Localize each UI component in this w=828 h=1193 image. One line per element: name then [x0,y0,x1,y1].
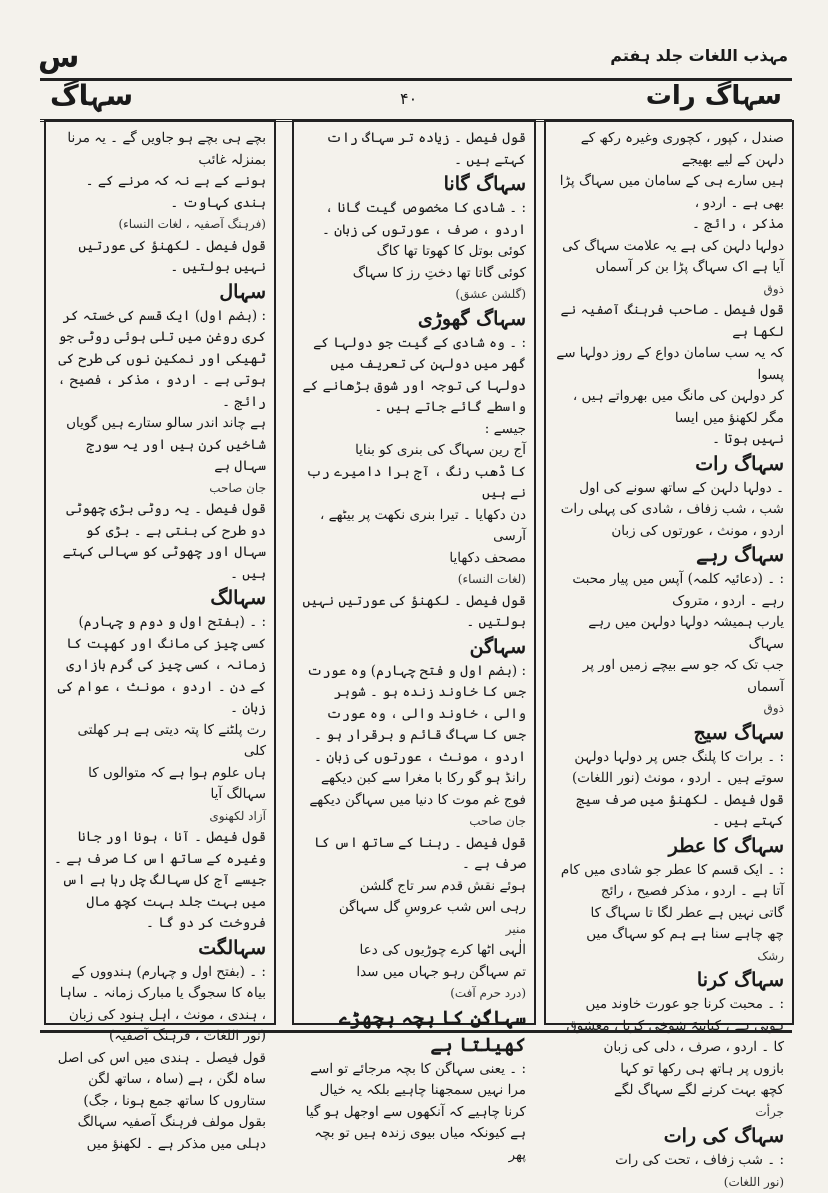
text-line: فوج غم موت کا دنیا میں سہاگن دیکھے [302,790,526,812]
text-line: ۔ دولہا دلہن کے ساتھ سونے کی اول شب ، شب زفاف ، شادی کی پہلی رات [554,478,784,521]
text-line: اردو ، مونث ، عورتوں کی زبان [554,521,784,543]
headword: سہاگ کا عطر [554,833,784,860]
text-line: جب تک کہ جو سے بیچے زمیں اور پر آسماں [554,655,784,698]
text-line: : ۔ شادی کا مخصوص گیت گانا ، اردو ، صرف ، عورتوں کی زبان ۔ [302,198,526,241]
text-line: جیسے : [302,419,526,441]
source-citation: جان صاحب [54,478,266,500]
text-line: : ۔ (بفتح اول و دوم و چہارم) کسی چیز کی مانگ اور کھپت کا زمانہ ، کسی چیز کی گرم بازاری کے دن ۔ اردو ، مونث ، عوام کی زبان ۔ [54,612,266,720]
text-line: چھ چاہے سنا ہے ہم کو سہاگ میں [554,924,784,946]
source-citation: ذوق [554,279,784,301]
text-line: ہے چاند اندر سالو ستارے ہیں گویاں [54,413,266,435]
text-line: : ۔ برات کا پلنگ جس پر دولہا دولہن سوتے ہیں ۔ اردو ، مونث (نور اللغات) [554,747,784,790]
headword: سہاگ رات [554,451,784,478]
first-headword: سہاگ [50,79,133,112]
text-line: کر دولہن کی مانگ میں بھرواتے ہیں ، مگر لکھنؤ میں ایسا [554,386,784,429]
text-line: رت پلٹنے کا پتہ دیتی ہے ہر کھلتی کلی [54,720,266,763]
text-line: دولہا دلہن کی ہے یہ علامت سہاگ کی [554,236,784,258]
text-line: : ۔ (بفتح اول و چہارم) ہندووں کے بیاہ کا سجوگ یا مبارک زمانہ ۔ ساہا ، ہندی ، مونث ، اہل ہنود کی زبان (نور اللغات ، فرہنگ آصفیہ) [54,962,266,1048]
source-citation: جرأت [554,1102,784,1124]
headword: سہاگ گانا [302,171,526,198]
headword: سہاگ رہے [554,542,784,569]
volume-caption: مہذب اللغات جلد ہفتم [610,46,788,65]
source-citation: جان صاحب [302,811,526,833]
headword: سہالگت [54,935,266,962]
text-line: قول فیصل ۔ ہندی میں اس کی اصل ساہ لگن ، ہے (ساہ ، ساتھ لگن ستاروں کا ساتھ جمع ہونا ، جگ) بقول مولف فرہنگ آصفیہ سہالگ دہلی میں مذکر ہے ۔ لکھنؤ میں [54,1048,266,1156]
text-line: : (بضم اول) ایک قسم کی خستہ کر کری روغن میں تلی ہوئی روٹی جو ٹھیکی اور نمکین نوں کی طرح کی ہوتی ہے ۔ اردو ، مذکر ، فصیح ، رائج ۔ [54,306,266,414]
headword: سہاگ گھوڑی [302,306,526,333]
text-line: ہیں سارے ہی کے سامان میں سہاگ پڑا بھی ہے ۔ اردو ، [554,171,784,214]
last-headword: سہاگ رات [646,81,782,111]
text-line: بازوں پر ہاتھ ہی رکھا تو کہا [554,1059,784,1081]
text-line: گاتی نہیں ہے عطر لگا تا سہاگ کا [554,903,784,925]
text-line: : ۔ شب زفاف ، تحت کی رات [554,1150,784,1172]
text-line: قول فیصل ۔ صاحب فرہنگ آصفیہ نے لکھا ہے [554,300,784,343]
text-line: : ۔ محبت کرنا جو عورت خاوند میں ہوتی ہے ، کنایتہً شوخی کرنا ، معشوق کا ۔ اردو ، صرف ، دلی کی زبان [554,994,784,1059]
text-line: : ۔ یعنی سہاگن کا بچہ مرجائے تو اسے مرا نہیں سمجھنا چاہیے بلکہ یہ خیال کرنا چاہیے کہ آنکھوں سے اوجھل ہو گیا ہے کیونکہ میاں بیوی زندہ ہیں تو بچہ پھر [302,1059,526,1167]
text-line: : (بضم اول و فتح چہارم) وہ عورت جس کا خاوند زندہ ہو ۔ شوہر والی ، خاوند والی ، وہ عورت جس کا سہاگ قائم و برقرار ہو ۔ اردو ، مونث ، عورتوں کی زبان ۔ [302,661,526,769]
text-line: : ۔ (دعائیہ کلمہ) آپس میں پیار محبت رہے ۔ اردو ، متروک [554,569,784,612]
text-line: ہوئے نقش قدم سر تاج گلشن [302,876,526,898]
text-line: : ۔ ایک قسم کا عطر جو شادی میں کام آتا ہے ۔ اردو ، مذکر فصیح ، رائج [554,860,784,903]
text-line: کوئی گاتا تھا دختِ رز کا سہاگ [302,263,526,285]
text-line: کوئی بوتل کا کھوتا تھا کاگ [302,241,526,263]
text-line: دن دکھایا ۔ تیرا بنری نکھت پر بیٹھے ، آرسی [302,505,526,548]
running-header [40,78,792,122]
headword: سہال [54,279,266,306]
column-middle [292,120,536,1025]
headword: سہالگ [54,585,266,612]
text-line: مصحف دکھایا [302,548,526,570]
text-line: کچھ بہت کرنے لگے سہاگ لگے [554,1080,784,1102]
text-line: کا ڈھب رنگ ، آج برا دامیرے رب نے ہیں [302,462,526,505]
text-line: کہ یہ سب سامان دواع کے روز دولہا سے پسوا [554,343,784,386]
page-number: ۴۰ [400,89,417,108]
text-line: رانڈ ہو گو رکا با مغرا سے کبن دیکھے [302,768,526,790]
text-line: قول فیصل ۔ رہنا کے ساتھ اس کا صرف ہے ۔ [302,833,526,876]
text-line: ہاں علوم ہوا ہے کہ متوالوں کا سہالگ آیا [54,763,266,806]
text-line: شاخیں کرن ہیں اور یہ سورج سہال ہے [54,435,266,478]
text-line: قول فیصل ۔ لکھنؤ کی عورتیں نہیں بولتیں ۔ [54,236,266,279]
text-line: : ۔ وہ شادی کے گیت جو دولہا کے گھر میں دولہن کی تعریف میں دولہا کی توجہ اور شوق بڑھانے کے واسطے گائے جاتے ہیں ۔ [302,333,526,419]
text-line: قول فیصل ۔ یہ روٹی بڑی چھوٹی دو طرح کی بنتی ہے ۔ بڑی کو سہال اور چھوٹی کو سہالی کہتے ہیں ۔ [54,499,266,585]
text-line: قول فیصل ۔ لکھنؤ کی عورتیں نہیں بولتیں ۔ [302,591,526,634]
text-line: رہی اس شب عروسِ گل سہاگن [302,897,526,919]
headword: سہاگن کا بچہ بچھڑے کھیلتا ہے [302,1005,526,1059]
source-citation: (نور اللغات) [554,1172,784,1193]
source-citation: آزاد لکھنوی [54,806,266,828]
source-citation: (لغات النساء) [302,569,526,591]
text-line: صندل ، کپور ، کچوری وغیرہ رکھ کے دلہن کے لیے بھیجے [554,128,784,171]
section-letter: س [38,40,79,75]
text-line: قول فیصل ۔ لکھنؤ میں صرف سیج کہتے ہیں ۔ [554,790,784,833]
source-citation: (گلشن عشق) [302,284,526,306]
headword: سہاگ کی رات [554,1123,784,1150]
headword: سہاگ سیج [554,720,784,747]
headword: سہاگ کرنا [554,967,784,994]
text-line: آیا ہے اک سہاگ پڑا بن کر آسماں [554,257,784,279]
text-line: آج رین سہاگ کی بنری کو بنایا [302,440,526,462]
text-line: قول فیصل ۔ آنا ، ہونا اور جانا وغیرہ کے ساتھ اس کا صرف ہے ۔ جیسے آج کل سہالگ چل رہا ہے اس میں بہت جلد بہت کچھ مال فروخت کر دو گا ۔ [54,827,266,935]
text-line: تم سہاگن رہو جہاں میں سدا [302,962,526,984]
text-line: یارب ہمیشہ دولہا دولہن میں رہے سہاگ [554,612,784,655]
text-line: ہونے کے ہے نہ کہ مرنے کے ۔ ہندی کہاوت ۔ [54,171,266,214]
source-citation: (درد حرم آفت) [302,983,526,1005]
source-citation: رشک [554,946,784,968]
text-line: بچے ہی بچے ہو جاویں گے ۔ یہ مرنا بمنزلہ غائب [54,128,266,171]
text-line: قول فیصل ۔ زیادہ تر سہاگ رات کہتے ہیں ۔ [302,128,526,171]
source-citation: منیر [302,919,526,941]
source-citation: ذوق [554,698,784,720]
column-left [44,120,276,1025]
source-citation: (فرہنگ آصفیہ ، لغات النساء) [54,214,266,236]
text-line: نہیں ہوتا ۔ [554,429,784,451]
headword: سہاگن [302,634,526,661]
text-line: مذکر ، رائج ۔ [554,214,784,236]
column-right [544,120,794,1025]
bottom-rule [40,1030,792,1033]
text-line: الٰہی اٹھا کرے چوڑیوں کی دعا [302,940,526,962]
